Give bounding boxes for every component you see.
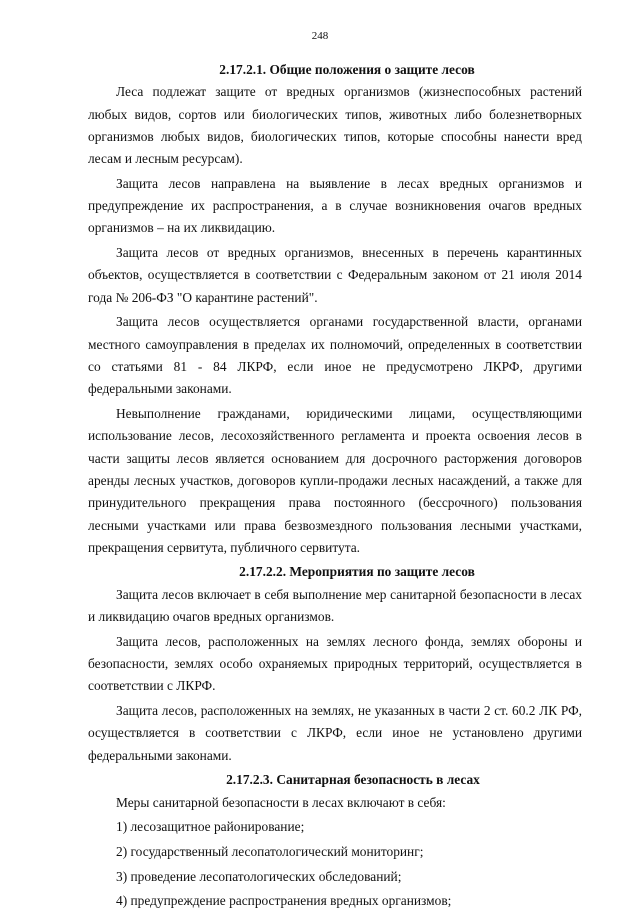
paragraph: Защита лесов, расположенных на землях лесного фонда, землях обороны и безопасности, землях особо охраняемых природных территорий, осуществляется в соответствии с ЛКРФ. (88, 633, 582, 694)
paragraph: Невыполнение гражданами, юридическими лицами, осуществляющими использование лесов, лесохозяйственного регламента и проекта освоения лесов в части защиты лесов является основанием для досрочного расторжения договоров аренды лесных участков, договоров купли-продажи лесных насаждений, а также для принудительного прекращения права постоянного (бессрочного) пользования лесными участками или права безвозмездного пользования лесными участками, прекращения сервитута, публичного сервитута. (88, 406, 582, 555)
list-item: 4) предупреждение распространения вредных организмов; (116, 893, 452, 909)
list-item: 3) проведение лесопатологических обследований; (116, 868, 402, 884)
paragraph: Защита лесов включает в себя выполнение мер санитарной безопасности в лесах и ликвидацию очагов вредных организмов. (88, 586, 582, 625)
paragraph: Защита лесов осуществляется органами государственной власти, органами местного самоуправления в пределах их полномочий, определенных в соответствии со статьями 81 - 84 ЛКРФ, если иное не предусмотрено ЛКРФ, другими федеральными законами. (88, 314, 582, 397)
paragraph: Меры санитарной безопасности в лесах включают в себя: (116, 794, 446, 810)
paragraph: Защита лесов, расположенных на землях, не указанных в части 2 ст. 60.2 ЛК РФ, осуществляется в соответствии с ЛКРФ, если иное не установлено другими федеральными законами. (88, 703, 582, 763)
paragraph: Защита лесов направлена на выявление в лесах вредных организмов и предупреждение их распространения, а в случае возникновения очагов вредных организмов – на их ликвидацию. (88, 175, 582, 236)
page-content (88, 59, 582, 915)
list-item: 2) государственный лесопатологический мониторинг; (116, 844, 424, 859)
paragraph: Защита лесов от вредных организмов, внесенных в перечень карантинных объектов, осуществляется в соответствии с Федеральным законом от 21 июля 2014 года № 206-ФЗ "О карантине растений". (88, 245, 582, 305)
section-heading: 2.17.2.2. Мероприятия по защите лесов (239, 564, 475, 580)
page-number: 248 (311, 30, 329, 42)
paragraph: Леса подлежат защите от вредных организмов (жизнеспособных растений любых видов, сортов или биологических типов, животных либо болезнетворных организмов любых видов, биологических типов, которые способны нанести вред лесам и лесным ресурсам). (88, 84, 582, 167)
list-item: 1) лесозащитное районирование; (116, 819, 305, 835)
section-heading: 2.17.2.1. Общие положения о защите лесов (219, 62, 475, 77)
section-heading: 2.17.2.3. Санитарная безопасность в лесах (226, 772, 480, 788)
